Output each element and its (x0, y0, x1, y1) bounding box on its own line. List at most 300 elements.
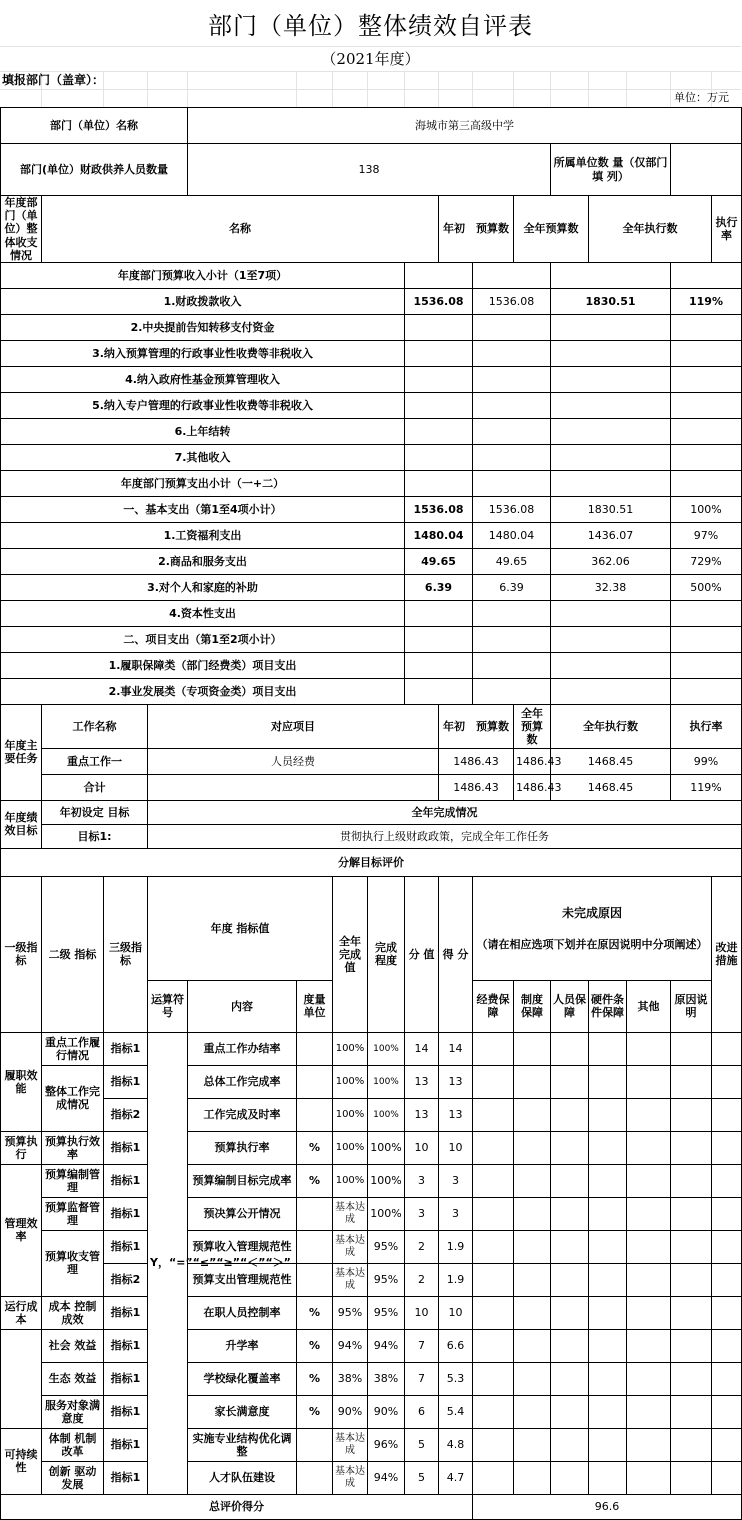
goal-label: 目标1: (42, 824, 148, 848)
budget-row-rate: 729% (671, 548, 742, 574)
level1-cell: 可持续性 (1, 1428, 42, 1494)
level3-cell: 指标1 (104, 1032, 148, 1065)
task-row-work: 重点工作一 (42, 748, 148, 774)
staff-label: 部门(单位）财政供养人员数量 (1, 144, 188, 196)
unit-cell (297, 1197, 333, 1230)
budget-row-annual (473, 392, 551, 418)
content-cell: 在职人员控制率 (188, 1296, 297, 1329)
level2-cell: 成本 控制 成效 (42, 1296, 104, 1329)
task-header-row (1, 704, 742, 748)
level3-cell: 指标1 (104, 1362, 148, 1395)
budget-row (1, 340, 742, 366)
header-r-system: 制度保障 (514, 980, 551, 1032)
budget-row-annual: 6.39 (473, 574, 551, 600)
reason-cell (589, 1362, 627, 1395)
level2-cell: 整体工作完成情况 (42, 1065, 104, 1131)
budget-header-rate: 执行率 (712, 196, 742, 263)
budget-row-initial: 49.65 (405, 548, 473, 574)
goal-complete-label: 全年完成情况 (148, 800, 742, 824)
year-label: （2021年度） (321, 50, 420, 68)
budget-row (1, 600, 742, 626)
budget-row (1, 574, 742, 600)
score-value-cell: 3 (405, 1197, 439, 1230)
content-cell: 预决算公开情况 (188, 1197, 297, 1230)
content-cell: 重点工作办结率 (188, 1032, 297, 1065)
full-value-cell: 基本达成 (333, 1263, 368, 1296)
score-cell: 3 (439, 1197, 473, 1230)
reason-cell (514, 1032, 551, 1065)
budget-row-name: 4.资本性支出 (1, 600, 405, 626)
task-row-executed: 1468.45 (551, 748, 671, 774)
content-cell: 家长满意度 (188, 1395, 297, 1428)
full-value-cell: 基本达成 (333, 1428, 368, 1461)
reason-cell (589, 1461, 627, 1494)
reason-cell (514, 1362, 551, 1395)
task-row-executed: 1468.45 (551, 774, 671, 800)
score-cell: 3 (439, 1164, 473, 1197)
reason-cell (473, 1362, 514, 1395)
task-header-rate: 执行率 (671, 704, 742, 748)
header-annual-value: 年度 指标值 (148, 876, 333, 980)
score-cell: 1.9 (439, 1230, 473, 1263)
budget-row-executed (551, 340, 671, 366)
degree-cell: 96% (368, 1428, 405, 1461)
budget-row-initial (405, 262, 473, 288)
level2-cell: 预算监督管理 (42, 1197, 104, 1230)
reason-cell (589, 1164, 627, 1197)
budget-row-initial (405, 444, 473, 470)
budget-row-name: 4.纳入政府性基金预算管理收入 (1, 366, 405, 392)
score-value-cell: 10 (405, 1296, 439, 1329)
budget-row-rate: 500% (671, 574, 742, 600)
budget-row-executed (551, 470, 671, 496)
header-level2: 二级 指标 (42, 876, 104, 1032)
reason-cell (514, 1065, 551, 1098)
page-title: 部门（单位）整体绩效自评表 (208, 11, 533, 40)
header-op: 运算符号 (148, 980, 188, 1032)
budget-header-initial: 年初 预算数 (439, 196, 514, 263)
budget-row (1, 496, 742, 522)
reason-cell (627, 1362, 671, 1395)
staff-row (1, 144, 742, 196)
budget-row-rate (671, 470, 742, 496)
content-cell: 预算执行率 (188, 1131, 297, 1164)
unit-name-label: 部门（单位）名称 (1, 108, 188, 144)
degree-cell: 100% (368, 1065, 405, 1098)
evaluation-row (1, 1065, 742, 1098)
degree-cell: 95% (368, 1230, 405, 1263)
budget-row-initial (405, 678, 473, 704)
reason-cell (671, 1296, 712, 1329)
reason-cell (712, 1428, 742, 1461)
score-value-cell: 2 (405, 1230, 439, 1263)
content-cell: 预算收入管理规范性 (188, 1230, 297, 1263)
budget-row-initial: 1480.04 (405, 522, 473, 548)
budget-row-annual (473, 262, 551, 288)
content-cell: 工作完成及时率 (188, 1098, 297, 1131)
reason-cell (671, 1230, 712, 1263)
header-r-staff: 人员保障 (551, 980, 589, 1032)
budget-row-name: 2.商品和服务支出 (1, 548, 405, 574)
reason-cell (551, 1098, 589, 1131)
full-value-cell: 94% (333, 1329, 368, 1362)
score-value-cell: 14 (405, 1032, 439, 1065)
task-section (1, 704, 742, 800)
reason-cell (712, 1197, 742, 1230)
header-content: 内容 (188, 980, 297, 1032)
reason-cell (473, 1461, 514, 1494)
budget-row (1, 392, 742, 418)
reason-cell (473, 1296, 514, 1329)
level1-cell: 履职效能 (1, 1032, 42, 1131)
full-value-cell: 95% (333, 1296, 368, 1329)
reason-cell (671, 1362, 712, 1395)
goal-initial-label: 年初设定 目标 (42, 800, 148, 824)
budget-row-initial (405, 366, 473, 392)
task-header-executed: 全年执行数 (551, 704, 671, 748)
reason-cell (551, 1032, 589, 1065)
content-cell: 预算编制目标完成率 (188, 1164, 297, 1197)
content-cell: 升学率 (188, 1329, 297, 1362)
reason-cell (551, 1329, 589, 1362)
budget-row-rate (671, 314, 742, 340)
reason-cell (514, 1098, 551, 1131)
budget-row-rate: 100% (671, 496, 742, 522)
budget-row-name: 7.其他收入 (1, 444, 405, 470)
level1-cell: 管理效率 (1, 1164, 42, 1296)
budget-row-rate: 97% (671, 522, 742, 548)
total-row (1, 1494, 742, 1519)
content-cell: 预算支出管理规范性 (188, 1263, 297, 1296)
reason-cell (473, 1032, 514, 1065)
budget-row-initial (405, 392, 473, 418)
budget-row (1, 288, 742, 314)
budget-row-initial (405, 626, 473, 652)
budget-row-executed: 1436.07 (551, 522, 671, 548)
budget-row-executed: 1830.51 (551, 288, 671, 314)
task-row (1, 774, 742, 800)
score-value-cell: 7 (405, 1329, 439, 1362)
reason-cell (671, 1197, 712, 1230)
unit-cell: % (297, 1164, 333, 1197)
score-cell: 1.9 (439, 1263, 473, 1296)
unit-label: 单位：万元 (674, 91, 729, 104)
task-row-work: 合计 (42, 774, 148, 800)
reason-cell (551, 1428, 589, 1461)
content-cell: 总体工作完成率 (188, 1065, 297, 1098)
evaluation-header-row-1 (1, 876, 742, 980)
reason-cell (589, 1098, 627, 1131)
level2-cell: 预算收支管理 (42, 1230, 104, 1296)
budget-row-annual (473, 626, 551, 652)
degree-cell: 38% (368, 1362, 405, 1395)
reason-cell (589, 1065, 627, 1098)
unit-cell (297, 1428, 333, 1461)
budget-row-rate (671, 652, 742, 678)
budget-row (1, 626, 742, 652)
task-row-rate: 99% (671, 748, 742, 774)
budget-row (1, 418, 742, 444)
budget-row-executed: 1830.51 (551, 496, 671, 522)
budget-row-executed: 32.38 (551, 574, 671, 600)
reason-cell (712, 1098, 742, 1131)
full-value-cell: 基本达成 (333, 1461, 368, 1494)
level2-cell: 社会 效益 (42, 1329, 104, 1362)
reason-cell (671, 1395, 712, 1428)
degree-cell: 94% (368, 1329, 405, 1362)
level2-cell: 生态 效益 (42, 1362, 104, 1395)
evaluation-rows (1, 1032, 742, 1494)
evaluation-row (1, 1131, 742, 1164)
header-r-other: 其他 (627, 980, 671, 1032)
task-row-annual: 1486.43 (514, 774, 551, 800)
unit-cell (297, 1461, 333, 1494)
reason-cell (551, 1263, 589, 1296)
header-reasons (473, 876, 712, 980)
budget-row-initial (405, 340, 473, 366)
budget-row-annual (473, 418, 551, 444)
reason-cell (671, 1461, 712, 1494)
header-r-explain: 原因说明 (671, 980, 712, 1032)
reason-cell (627, 1263, 671, 1296)
score-value-cell: 6 (405, 1395, 439, 1428)
budget-row-initial: 1536.08 (405, 288, 473, 314)
evaluation-row (1, 1164, 742, 1197)
budget-row-name: 6.上年结转 (1, 418, 405, 444)
reason-cell (551, 1065, 589, 1098)
budget-header-name: 名称 (42, 196, 439, 263)
reason-cell (627, 1131, 671, 1164)
level3-cell: 指标1 (104, 1230, 148, 1263)
task-row-initial: 1486.43 (439, 748, 514, 774)
budget-row-name: 一、基本支出（第1至4项小计） (1, 496, 405, 522)
reason-cell (712, 1296, 742, 1329)
budget-row-name: 年度部门预算支出小计（一+二） (1, 470, 405, 496)
budget-row-executed (551, 626, 671, 652)
budget-row-rate (671, 678, 742, 704)
degree-cell: 100% (368, 1098, 405, 1131)
evaluation-row (1, 1428, 742, 1461)
task-row-item: 人员经费 (148, 748, 439, 774)
reason-cell (627, 1230, 671, 1263)
header-r-hardware: 硬件条件保障 (589, 980, 627, 1032)
budget-row-rate (671, 340, 742, 366)
level3-cell: 指标1 (104, 1461, 148, 1494)
unit-name-row (1, 108, 742, 144)
reason-cell (473, 1197, 514, 1230)
score-cell: 6.6 (439, 1329, 473, 1362)
budget-row-initial (405, 314, 473, 340)
unit-cell (297, 1065, 333, 1098)
budget-row-executed: 362.06 (551, 548, 671, 574)
reason-cell (473, 1263, 514, 1296)
content-cell: 学校绿化覆盖率 (188, 1362, 297, 1395)
reason-cell (473, 1428, 514, 1461)
budget-row-annual: 49.65 (473, 548, 551, 574)
reason-cell (712, 1164, 742, 1197)
level1-cell: 运行成本 (1, 1296, 42, 1329)
budget-header-row (1, 196, 742, 263)
level3-cell: 指标1 (104, 1065, 148, 1098)
budget-row-rate (671, 366, 742, 392)
level3-cell: 指标1 (104, 1131, 148, 1164)
degree-cell: 95% (368, 1263, 405, 1296)
evaluation-row (1, 1098, 742, 1131)
goal-value: 贯彻执行上级财政政策，完成全年工作任务 (148, 824, 742, 848)
task-section-label: 年度主要任务 (1, 704, 42, 800)
task-row-initial: 1486.43 (439, 774, 514, 800)
reason-cell (473, 1098, 514, 1131)
degree-cell: 90% (368, 1395, 405, 1428)
budget-row (1, 522, 742, 548)
reason-cell (712, 1230, 742, 1263)
evaluation-row (1, 1362, 742, 1395)
task-header-annual: 全年预算数 (514, 704, 551, 748)
budget-row (1, 652, 742, 678)
evaluation-title: 分解目标评价 (1, 848, 742, 876)
full-value-cell: 100% (333, 1098, 368, 1131)
goal-section-label: 年度绩效目标 (1, 800, 42, 848)
reason-cell (712, 1131, 742, 1164)
reason-cell (671, 1428, 712, 1461)
reason-cell (589, 1329, 627, 1362)
total-value: 96.6 (473, 1494, 742, 1519)
budget-row (1, 366, 742, 392)
reason-cell (627, 1461, 671, 1494)
level1-cell (1, 1329, 42, 1428)
reason-cell (671, 1032, 712, 1065)
unit-cell (297, 1032, 333, 1065)
evaluation-row (1, 1461, 742, 1494)
budget-row-executed (551, 600, 671, 626)
budget-row (1, 548, 742, 574)
evaluation-title-row (1, 848, 742, 876)
header-full-value: 全年完成值 (333, 876, 368, 1032)
budget-row (1, 262, 742, 288)
evaluation-row (1, 1197, 742, 1230)
score-cell: 14 (439, 1032, 473, 1065)
reason-cell (627, 1065, 671, 1098)
reason-cell (551, 1395, 589, 1428)
full-value-cell: 基本达成 (333, 1197, 368, 1230)
reason-cell (514, 1230, 551, 1263)
content-cell: 人才队伍建设 (188, 1461, 297, 1494)
reason-cell (712, 1362, 742, 1395)
score-value-cell: 7 (405, 1362, 439, 1395)
budget-row-initial: 6.39 (405, 574, 473, 600)
reason-cell (473, 1131, 514, 1164)
budget-row-rate (671, 262, 742, 288)
budget-row (1, 314, 742, 340)
task-row-rate: 119% (671, 774, 742, 800)
reason-cell (589, 1395, 627, 1428)
unit-cell (297, 1263, 333, 1296)
header-level3: 三级指标 (104, 876, 148, 1032)
reason-cell (627, 1296, 671, 1329)
reason-cell (551, 1230, 589, 1263)
reason-cell (473, 1395, 514, 1428)
score-value-cell: 5 (405, 1461, 439, 1494)
reason-cell (589, 1131, 627, 1164)
unit-cell: % (297, 1362, 333, 1395)
subunit-value (671, 144, 742, 196)
budget-row-annual: 1536.08 (473, 288, 551, 314)
degree-cell: 100% (368, 1131, 405, 1164)
budget-row-rate: 119% (671, 288, 742, 314)
budget-row-executed (551, 314, 671, 340)
reason-cell (551, 1296, 589, 1329)
unit-cell: % (297, 1395, 333, 1428)
score-cell: 13 (439, 1098, 473, 1131)
budget-row-annual (473, 600, 551, 626)
reason-cell (627, 1098, 671, 1131)
reasons-title: 未完成原因 (561, 905, 622, 920)
full-value-cell: 38% (333, 1362, 368, 1395)
filler-label: 填报部门（盖章）： (2, 73, 105, 87)
budget-row-annual (473, 366, 551, 392)
budget-row-rate (671, 392, 742, 418)
reasons-note: （请在相应选项下划并在原因说明中分项阐述） (476, 938, 708, 952)
budget-header-executed: 全年执行数 (589, 196, 712, 263)
reason-cell (627, 1329, 671, 1362)
evaluation-row (1, 1263, 742, 1296)
task-header-item: 对应项目 (148, 704, 439, 748)
task-row-item (148, 774, 439, 800)
header-r-funds: 经费保障 (473, 980, 514, 1032)
reason-cell (712, 1263, 742, 1296)
level2-cell: 预算执行效率 (42, 1131, 104, 1164)
budget-row-executed (551, 366, 671, 392)
reason-cell (514, 1263, 551, 1296)
reason-cell (551, 1461, 589, 1494)
level3-cell: 指标1 (104, 1428, 148, 1461)
budget-row-initial (405, 600, 473, 626)
budget-row-name: 二、项目支出（第1至2项小计） (1, 626, 405, 652)
budget-row-name: 3.纳入预算管理的行政事业性收费等非税收入 (1, 340, 405, 366)
score-value-cell: 13 (405, 1065, 439, 1098)
unit-name-value: 海城市第三高级中学 (188, 108, 742, 144)
score-value-cell: 13 (405, 1098, 439, 1131)
budget-row-annual (473, 470, 551, 496)
degree-cell: 95% (368, 1296, 405, 1329)
level2-cell: 创新 驱动 发展 (42, 1461, 104, 1494)
budget-row-name: 5.纳入专户管理的行政事业性收费等非税收入 (1, 392, 405, 418)
degree-cell: 100% (368, 1164, 405, 1197)
budget-row-executed (551, 444, 671, 470)
reason-cell (671, 1098, 712, 1131)
subunit-label: 所属单位数 量（仅部门填 列） (551, 144, 671, 196)
reason-cell (671, 1329, 712, 1362)
score-cell: 10 (439, 1131, 473, 1164)
budget-row-name: 1.财政拨款收入 (1, 288, 405, 314)
reason-cell (514, 1164, 551, 1197)
budget-row-annual: 1480.04 (473, 522, 551, 548)
header-improve: 改进措施 (712, 876, 742, 1032)
score-value-cell: 5 (405, 1428, 439, 1461)
reason-cell (712, 1329, 742, 1362)
score-value-cell: 10 (405, 1131, 439, 1164)
unit-cell (297, 1230, 333, 1263)
budget-row-annual (473, 314, 551, 340)
reason-cell (671, 1263, 712, 1296)
reason-cell (473, 1329, 514, 1362)
header-degree: 完成程度 (368, 876, 405, 1032)
evaluation-row (1, 1032, 742, 1065)
full-value-cell: 100% (333, 1065, 368, 1098)
budget-row-annual (473, 444, 551, 470)
unit-cell: % (297, 1296, 333, 1329)
reason-cell (627, 1197, 671, 1230)
